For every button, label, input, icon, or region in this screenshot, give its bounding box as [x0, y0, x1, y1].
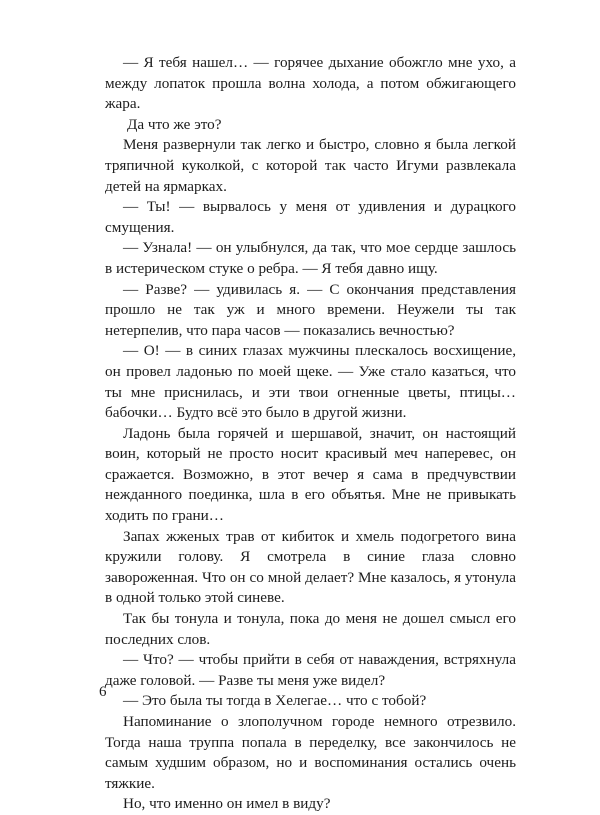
- paragraph: Ладонь была горячей и шершавой, значит, он настоящий воин, который не просто носит красивый меч наперевес, он сражается. Возможно, в этот вечер я сама в предчувствии нежданного поединка, шла в его объятья. Мне не привыкать ходить по грани…: [105, 424, 516, 525]
- paragraph: Но, что именно он имел в виду?: [123, 795, 331, 813]
- body-text: [105, 53, 516, 815]
- paragraph: — Я тебя нашел… — горячее дыхание обожгло мне ухо, а между лопаток прошла волна холода, а потом обжигающего жара.: [105, 54, 516, 113]
- paragraph: — Ты! — вырвалось у меня от удивления и дурацкого смущения.: [105, 198, 516, 236]
- paragraph: Так бы тонула и тонула, пока до меня не дошел смысл его последних слов.: [105, 610, 516, 648]
- paragraph: Напоминание о злополучном городе немного отрезвило. Тогда наша труппа попала в переделку, все закончилось не самым худшим образом, но и воспоминания остались очень тяжкие.: [105, 713, 516, 792]
- paragraph: — Это была ты тогда в Хелегае… что с тобой?: [123, 692, 427, 710]
- paragraph: — О! — в синих глазах мужчины плескалось восхищение, он провел ладонью по моей щеке. — Уже стало казаться, что ты мне приснилась, и эти твои огненные цветы, птицы… бабочки… Будто всё это было в другой жизни.: [105, 342, 516, 422]
- paragraph: Да что же это?: [127, 115, 222, 133]
- paragraph: — Узнала! — он улыбнулся, да так, что мое сердце зашлось в истерическом стуке о ребра. — Я тебя давно ищу.: [105, 239, 516, 277]
- page-number: 6: [99, 684, 107, 700]
- paragraph: Меня развернули так легко и быстро, словно я была легкой тряпичной куколкой, с которой так часто Игуми развлекала детей на ярмарках.: [105, 136, 516, 195]
- paragraph: — Разве? — удивилась я. — С окончания представления прошло не так уж и много времени. Неужели ты так нетерпелив, что пара часов — показались вечностью?: [105, 280, 516, 339]
- paragraph: — Что? — чтобы прийти в себя от наваждения, встряхнула даже головой. — Разве ты меня уже видел?: [105, 651, 516, 689]
- paragraph: Запах жженых трав от кибиток и хмель подогретого вина кружили голову. Я смотрела в синие глаза словно завороженная. Что он со мной делает? Мне казалось, я утонула в одной только этой синеве.: [105, 527, 516, 607]
